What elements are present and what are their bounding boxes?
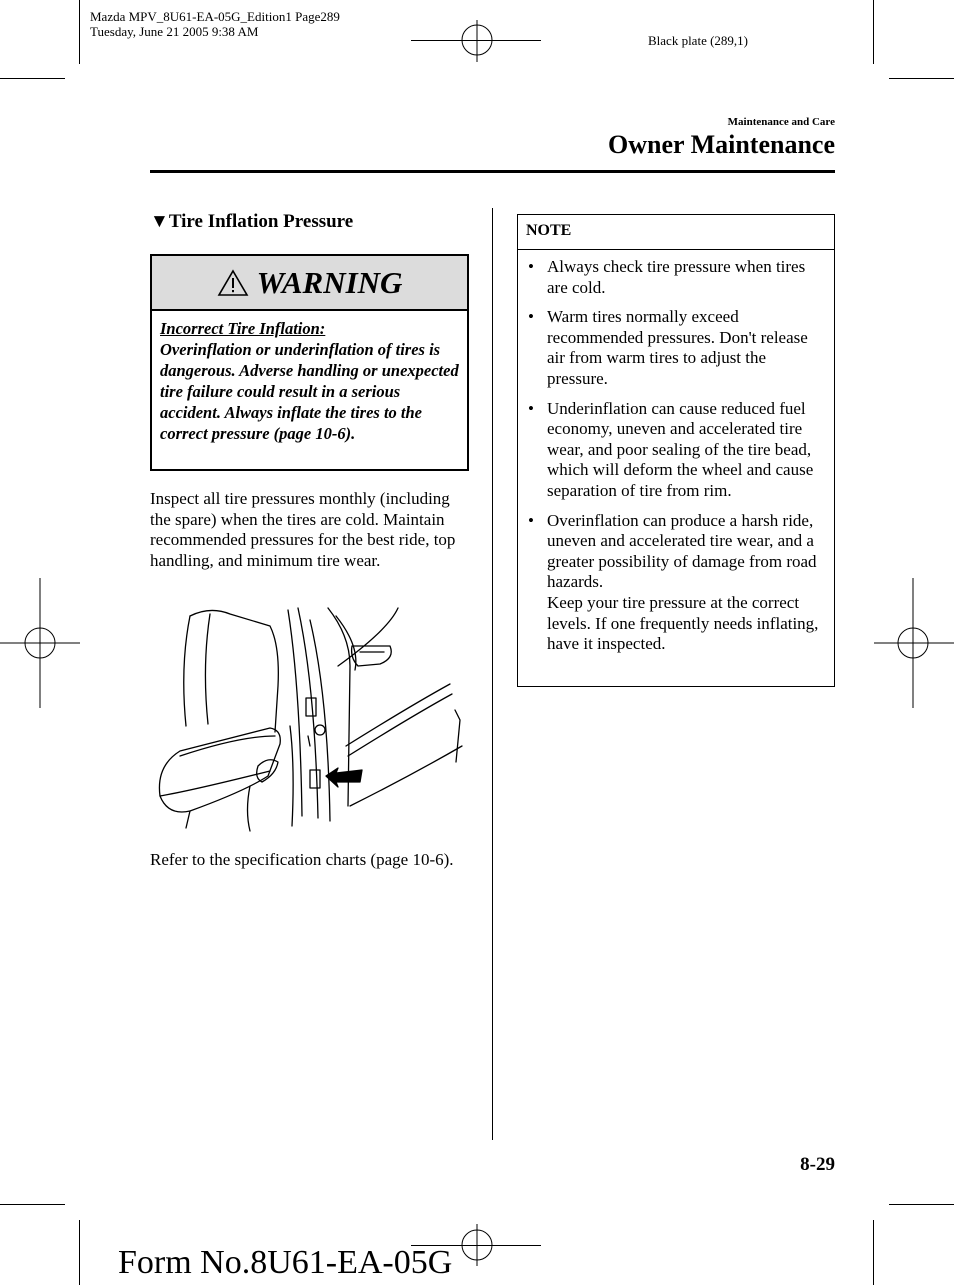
warning-text: Overinflation or underinflation of tires is dangerous. Adverse handling or unexpected tire failure could result in a serious accident. Always inflate the tires to the correct pressure (page 10-6).	[160, 340, 459, 443]
print-meta-line2: Tuesday, June 21 2005 9:38 AM	[90, 24, 259, 39]
inspection-paragraph: Inspect all tire pressures monthly (including the spare) when the tires are cold. Maintain recommended pressures for the best ride, top handling, and minimum tire wear.	[150, 489, 456, 570]
section-title: Owner Maintenance	[608, 130, 835, 159]
note-item-4	[528, 511, 826, 655]
section-heading	[150, 211, 353, 233]
note-item-3	[528, 399, 826, 502]
note-list	[518, 250, 834, 655]
registration-mark-left-icon	[0, 578, 80, 708]
bullet-icon: •	[528, 257, 534, 276]
column-divider	[492, 208, 493, 1140]
bullet-icon: •	[528, 307, 534, 327]
header-rule	[150, 170, 835, 173]
print-meta-line1: Mazda MPV_8U61-EA-05G_Edition1 Page289	[90, 9, 340, 24]
note-item-text: Underinflation can cause reduced fuel economy, uneven and accelerated tire wear, and poor sealing of the tire bead, which will deform the wheel and cause separation of tire from rim.	[547, 398, 814, 500]
note-item-text: Warm tires normally exceed recommended pressures. Don't release air from warm tires to adjust the pressure.	[547, 307, 808, 388]
note-item-2	[528, 307, 826, 389]
bullet-icon: •	[528, 510, 534, 530]
note-item-text: Overinflation can produce a harsh ride, uneven and accelerated tire wear, and a greater possibility of damage from road hazards.	[547, 510, 817, 592]
note-item-text: Always check tire pressure when tires are cold.	[547, 257, 806, 297]
section-label: Maintenance and Care	[727, 116, 835, 128]
registration-mark-right-icon	[874, 578, 954, 708]
print-meta	[90, 9, 340, 39]
note-title: NOTE	[518, 215, 834, 250]
black-plate-label: Black plate (289,1)	[648, 33, 748, 48]
warning-subtitle: Incorrect Tire Inflation:	[160, 319, 326, 338]
warning-triangle-icon	[217, 269, 249, 297]
note-box	[517, 214, 835, 687]
registration-mark-bottom-icon	[458, 1224, 498, 1266]
registration-mark-top-icon	[458, 20, 498, 62]
page-number: 8-29	[800, 1154, 835, 1175]
note-item-1	[528, 257, 826, 298]
form-number: Form No.8U61-EA-05G	[118, 1244, 453, 1281]
warning-body	[152, 311, 467, 452]
bullet-icon: •	[528, 398, 534, 418]
reference-paragraph: Refer to the specification charts (page 10-6).	[150, 850, 454, 869]
warning-title: WARNING	[256, 264, 403, 300]
note-item-text-continued: Keep your tire pressure at the correct levels. If one frequently needs inflating, have it inspected.	[547, 592, 819, 654]
heading-text: Tire Inflation Pressure	[168, 211, 354, 232]
heading-marker-icon: ▼	[150, 211, 169, 232]
warning-box	[150, 254, 469, 471]
warning-header	[152, 256, 467, 311]
door-jamb-tire-label-illustration	[150, 606, 468, 836]
